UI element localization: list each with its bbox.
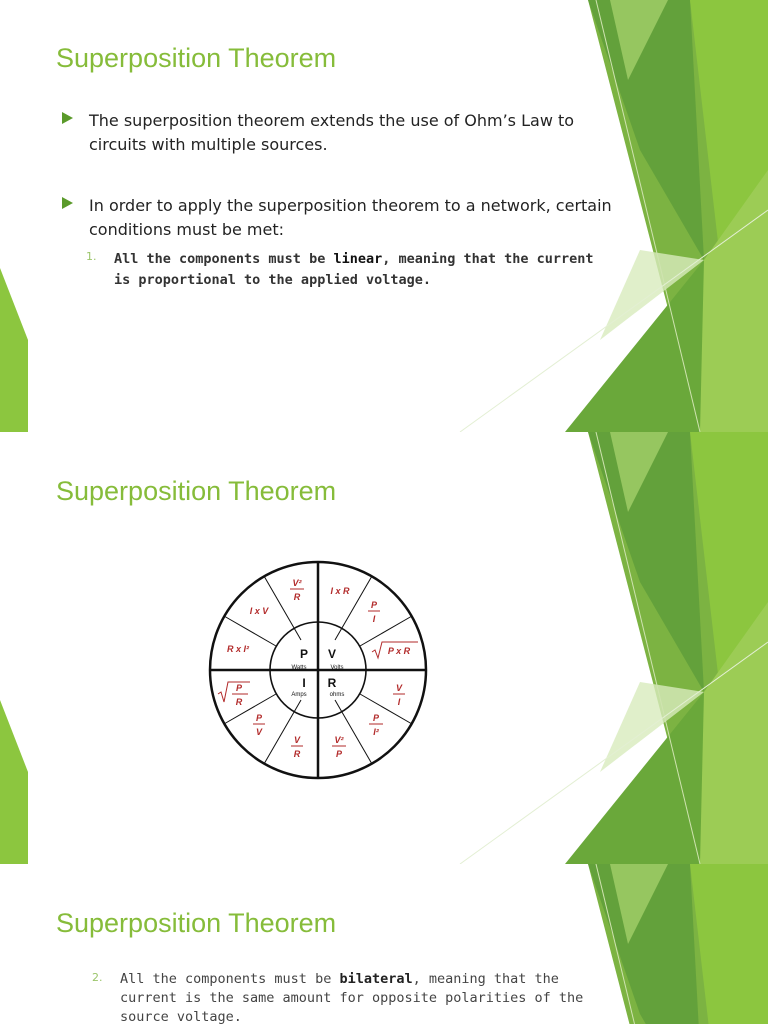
formula-v2-over-r-denominator: R bbox=[293, 592, 301, 602]
numbered-item bbox=[92, 970, 592, 1024]
bullet-text: The superposition theorem extends the use of Ohm’s Law to circuits with multiple sources. bbox=[89, 111, 575, 154]
formula-sqrt-p-over-r-denominator: R bbox=[235, 697, 243, 707]
slide-2 bbox=[0, 432, 768, 864]
slide-title: Superposition Theorem bbox=[56, 476, 337, 506]
formula-i-x-r: I x R bbox=[330, 586, 350, 596]
ohms-law-wheel-graphic bbox=[206, 558, 430, 782]
item-number: 1. bbox=[86, 250, 97, 263]
center-i-unit: Amps bbox=[291, 692, 307, 698]
numbered-item bbox=[86, 249, 606, 291]
formula-p-over-i-denominator: I bbox=[372, 614, 376, 624]
ohms-law-wheel bbox=[206, 558, 430, 782]
formula-p-over-i2-numerator: P bbox=[372, 713, 380, 723]
formula-p-over-i2-denominator: I² bbox=[373, 727, 379, 737]
formula-v2-over-p-numerator: V² bbox=[334, 735, 344, 745]
triangle-bullet-icon bbox=[62, 197, 73, 209]
center-p-label: P bbox=[299, 647, 309, 661]
formula-i-x-v: I x V bbox=[249, 606, 269, 616]
formula-v-over-r-denominator: R bbox=[293, 749, 301, 759]
bullet-item bbox=[62, 194, 622, 242]
formula-sqrt-p-over-r-numerator: P bbox=[235, 683, 243, 693]
center-p-unit: Watts bbox=[291, 665, 307, 671]
emphasis-text: linear bbox=[333, 251, 383, 267]
formula-v2-over-r-numerator: V² bbox=[292, 578, 302, 588]
formula-r-x-i2: R x I² bbox=[226, 644, 250, 654]
item-text: All the components must be bilateral, meaning that the current is the same amount for opposite polarities of the source voltage. bbox=[120, 971, 584, 1024]
formula-sqrt-p-x-r: P x R bbox=[387, 646, 411, 656]
item-number: 2. bbox=[92, 971, 103, 984]
slide-title: Superposition Theorem bbox=[56, 908, 337, 938]
center-v-label: V bbox=[327, 647, 337, 661]
formula-v2-over-p-denominator: P bbox=[335, 749, 343, 759]
slide-3 bbox=[0, 864, 768, 1024]
bullet-item bbox=[62, 109, 622, 157]
formula-p-over-v-denominator: V bbox=[255, 727, 263, 737]
emphasis-text: bilateral bbox=[339, 971, 413, 987]
slide-title: Superposition Theorem bbox=[56, 43, 337, 73]
center-i-label: I bbox=[302, 676, 306, 690]
bullet-text: In order to apply the superposition theorem to a network, certain conditions must be met: bbox=[89, 196, 612, 239]
triangle-bullet-icon bbox=[62, 112, 73, 124]
formula-v-over-r-numerator: V bbox=[293, 735, 301, 745]
center-v-unit: Volts bbox=[330, 665, 344, 671]
formula-v-over-i-denominator: I bbox=[397, 697, 401, 707]
center-r-label: R bbox=[327, 676, 337, 690]
formula-p-over-i-numerator: P bbox=[370, 600, 378, 610]
center-r-unit: ohms bbox=[329, 692, 345, 698]
formula-p-over-v-numerator: P bbox=[255, 713, 263, 723]
formula-v-over-i-numerator: V bbox=[395, 683, 403, 693]
slide-1 bbox=[0, 0, 768, 432]
item-text: All the components must be linear, meaning that the current is proportional to the applied voltage. bbox=[114, 251, 594, 288]
